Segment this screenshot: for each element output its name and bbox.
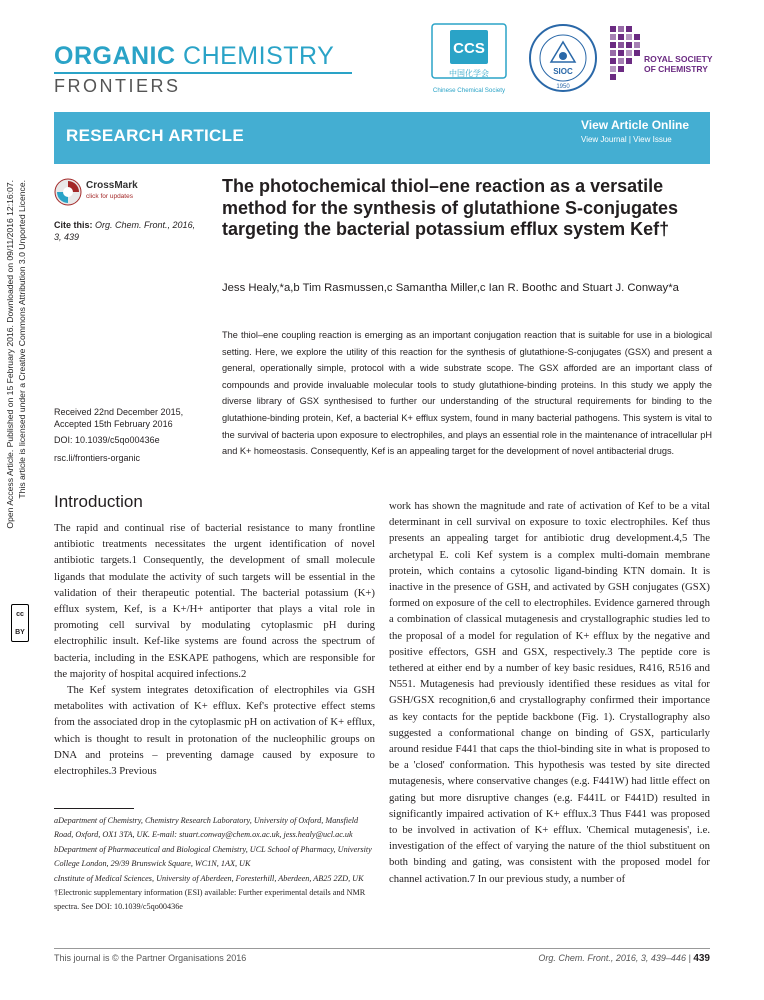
affiliation-b: bDepartment of Pharmaceutical and Biological Chemistry, UCL School of Pharmacy, University College London, 29/39 Brunswick Square, WC1N, 1AX, UK: [54, 844, 372, 869]
cite-label: Cite this:: [54, 220, 93, 230]
footer-copyright: This journal is © the Partner Organisations 2016: [54, 953, 247, 963]
journal-name-light: CHEMISTRY: [183, 42, 335, 70]
sioc-logo: [527, 20, 599, 98]
abstract: The thiol–ene coupling reaction is emerging as an important conjugation reaction that is suitable for use in a biological setting. Here, we explore the utility of this reaction for the synthesis of glutathione-S-conjugates (GSX) and present a general, operationally simple, protocol with a wide substrate scope. The GSX afforded are an important class of compounds and provide invaluable molecular tools to study glutathione-binding proteins. In this study we apply the diverse library of GSX synthesised to further our understanding of the structural requirements for binding to the glutathione-binding protein, Kef, a bacterial K+ efflux system, found in many bacterial pathogens. This system is vital to the survival of bacteria upon exposure to electrophiles, and plays an essential role in the maintenance of intracellular pH and K+ homeostasis. Consequently, Kef is an appealing target for the development of novel antibacterial drugs.: [222, 330, 712, 457]
cc-by-badge[interactable]: [11, 604, 29, 642]
sioc-label: SIOC: [553, 67, 573, 76]
licence-link[interactable]: This article is licensed under a Creative Commons Attribution 3.0 Unported Licence.: [17, 180, 27, 499]
ccs-english-label: Chinese Chemical Society: [432, 87, 506, 94]
rsc-name-line1: ROYAL SOCIETY: [644, 54, 713, 64]
rsc-logo: [608, 24, 718, 94]
crossmark-sublabel: click for updates: [86, 193, 133, 200]
affiliation-a: aDepartment of Chemistry, Chemistry Research Laboratory, University of Oxford, Mansfield Road, Oxford, OX1 3TA, UK. E-mail: stuart.conway@chem.ox.ac.uk, jess.healy@ucl.ac.uk: [54, 816, 359, 840]
intro-paragraph-1: The rapid and continual rise of bacterial resistance to many frontline antibiotic treatments necessitates the urgent identification of novel antibiotic targets.1 Consequently, the development of small molecule ligands that modulate the activity of such targets will be essential in the validation of their therapeutic potential. The bacterial potassium (K+) efflux system, Kef, is a K+/H+ antiporter that plays a vital role in promoting cell survival by modulating cytoplasmic pH during electrophilic insult. Kef-like systems are found across the spectrum of bacteria, including in the ESKAPE pathogens, which are responsible for the majority of hospital acquired infections.2: [54, 522, 375, 680]
introduction-heading: Introduction: [54, 492, 143, 511]
cite-this: [54, 219, 204, 243]
footnote-rule: [54, 808, 134, 809]
open-access-side-note: [4, 180, 36, 650]
esi-note: †Electronic supplementary information (ESI) available: Further experimental details and NMR spectra. See DOI: 10.1039/c5qo00436e: [54, 888, 366, 912]
intro-paragraph-2: The Kef system integrates detoxification of electrophiles via GSH metabolites with activation of K+ efflux. Kef's protective effect stems from the associated drop in the cytoplasmic pH on activation of K+ efflux, which is thought to result in protonation of the nucleophilic groups on DNA and proteins – preventing damage caused by exposure to electrophiles.3 Previous: [54, 684, 375, 778]
footer-rule: [54, 948, 710, 949]
affiliation-c: cInstitute of Medical Sciences, University of Aberdeen, Foresterhill, Aberdeen, AB25 2ZD, UK: [54, 873, 364, 883]
doi[interactable]: DOI: 10.1039/c5qo00436e: [54, 435, 160, 445]
article-title: The photochemical thiol–ene reaction as a versatile method for the synthesis of glutathione S-conjugates targeting the bacterial potassium efflux system Kef†: [222, 176, 679, 239]
author-list: Jess Healy,*a,b Tim Rasmussen,c Samantha Miller,c Ian R. Boothc and Stuart J. Conway*a: [222, 282, 679, 294]
ccs-chinese-label: 中国化学会: [449, 69, 489, 78]
by-icon: BY: [15, 628, 25, 636]
cite-text: Org. Chem. Front., 2016, 3, 439: [54, 220, 196, 242]
journal-name: [54, 42, 334, 71]
sioc-year: 1950: [556, 84, 570, 90]
journal-subtitle: FRONTIERS: [54, 76, 181, 96]
crossmark-button[interactable]: [54, 178, 138, 208]
journal-url[interactable]: rsc.li/frontiers-organic: [54, 453, 141, 463]
intro-paragraph-3: work has shown the magnitude and rate of activation of Kef to be a vital determinant in cell survival on exposure to toxic electrophiles. Kef thus presents an appealing target for antibiotic drug development.4,5 The archetypal E. coli Kef system is a complex multi-domain membrane protein, which contains a cytosolic ligand-binding KTN domain. It is inactive in the presence of GSH, and activated by GSH conjugates (GSX) formed on exposure of the cell to electrophiles. Evidence garnered through a combination of classical mutagenesis and crystallographic studies led to the proposal of a model for regulation of K+ efflux by the negative and positive effectors, GSH and GSX, respectively.3 The peptide core is tethered at either end by a number of key basic residues, R416, R516 and N551. Mutagenesis had previously identified these residues as vital for GSH/GSX recognition,6 and crystallography confirmed their importance as key contacts for the peptide backbone (Fig. 1). Crystallography also suggested a conformational change on binding of GSX, particularly around residue F441 that caps the thiol-binding site in what is proposed to be a 'closed' conformation. This hypothesis was tested by site directed mutagenesis, where conservative changes (e.g. F441W) had little effect on gating but more disruptive changes (e.g. F441L or F441D) resulted in significantly impaired activation of K+ efflux.3 Thus F441 was proposed to be involved in activation of K+ efflux. 'Chemical mutagenesis', i.e. investigation of the effect of varying the nature of the thiol substituent on both binding and gating, was consistent with the proposed model for channel activation.7 In our previous study, a number of: [389, 500, 710, 885]
left-column: [54, 520, 375, 779]
view-journal-issue-links[interactable]: View Journal | View Issue: [581, 135, 672, 144]
article-type-banner: [54, 112, 710, 164]
cc-icon: cc: [16, 610, 24, 618]
licence-line[interactable]: [16, 180, 28, 650]
view-article-online-link[interactable]: View Article Online: [581, 118, 690, 132]
article-type: RESEARCH ARTICLE: [66, 126, 244, 145]
journal-rule: [54, 72, 352, 74]
footer-citation-text: Org. Chem. Front., 2016, 3, 439–446 |: [538, 953, 691, 963]
page-number: 439: [693, 953, 710, 964]
journal-name-bold: ORGANIC: [54, 42, 176, 70]
accepted-date: Accepted 15th February 2016: [54, 419, 173, 429]
received-date: Received 22nd December 2015,: [54, 407, 184, 417]
crossmark-label: CrossMark: [86, 180, 138, 191]
open-access-line: Open Access Article. Published on 15 February 2016. Downloaded on 09/11/2016 12:16:07.: [5, 180, 15, 529]
footer-citation: [500, 953, 710, 964]
rsc-name-line2: OF CHEMISTRY: [644, 64, 708, 74]
svg-text:CCS: CCS: [453, 40, 485, 57]
crossmark-icon: [54, 178, 82, 206]
footnotes: [54, 814, 375, 915]
ccs-logo: [426, 20, 512, 98]
right-column: [389, 498, 710, 887]
